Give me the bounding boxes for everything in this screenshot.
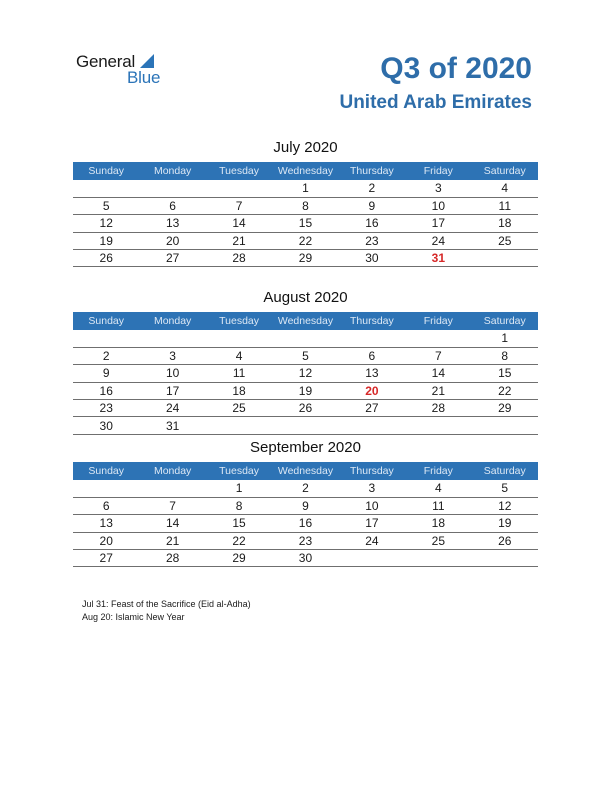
weekday-header: Sunday xyxy=(73,462,139,480)
weekday-header: Saturday xyxy=(472,462,538,480)
week-row xyxy=(73,532,538,549)
day-cell xyxy=(339,417,405,434)
weekday-header: Tuesday xyxy=(206,162,272,180)
day-cell: 9 xyxy=(339,197,405,214)
day-cell: 12 xyxy=(272,365,338,382)
day-cell: 14 xyxy=(206,215,272,232)
day-cell: 12 xyxy=(73,215,139,232)
day-cell: 22 xyxy=(272,232,338,249)
day-cell xyxy=(73,180,139,197)
day-cell: 14 xyxy=(405,365,471,382)
day-cell: 1 xyxy=(206,480,272,497)
day-cell xyxy=(272,417,338,434)
weekday-header: Friday xyxy=(405,312,471,330)
day-cell: 18 xyxy=(405,515,471,532)
day-cell xyxy=(73,330,139,347)
day-cell: 20 xyxy=(73,532,139,549)
day-cell: 5 xyxy=(73,197,139,214)
logo-blue-text: Blue xyxy=(127,68,161,87)
day-cell: 21 xyxy=(206,232,272,249)
day-cell: 23 xyxy=(73,400,139,417)
calendar-grid xyxy=(73,162,538,267)
day-cell: 9 xyxy=(73,365,139,382)
day-cell xyxy=(339,550,405,567)
day-cell: 13 xyxy=(339,365,405,382)
day-cell: 28 xyxy=(405,400,471,417)
holiday-notes xyxy=(82,598,251,623)
day-cell: 17 xyxy=(339,515,405,532)
day-cell: 30 xyxy=(73,417,139,434)
day-cell xyxy=(206,330,272,347)
month-title: September 2020 xyxy=(250,439,361,456)
day-cell: 26 xyxy=(272,400,338,417)
day-cell: 3 xyxy=(405,180,471,197)
day-cell: 11 xyxy=(405,497,471,514)
day-cell: 22 xyxy=(472,382,538,399)
day-cell: 17 xyxy=(405,215,471,232)
week-row xyxy=(73,480,538,497)
week-row xyxy=(73,550,538,567)
day-cell: 16 xyxy=(339,215,405,232)
weekday-header: Monday xyxy=(139,462,205,480)
day-cell: 8 xyxy=(272,197,338,214)
day-cell xyxy=(206,180,272,197)
weekday-header: Monday xyxy=(139,162,205,180)
day-cell: 16 xyxy=(73,382,139,399)
logo-triangle-icon xyxy=(140,54,154,68)
weekday-header: Thursday xyxy=(339,162,405,180)
day-cell: 8 xyxy=(472,347,538,364)
day-cell: 19 xyxy=(73,232,139,249)
day-cell: 24 xyxy=(339,532,405,549)
day-cell: 20 xyxy=(339,382,405,399)
day-cell: 27 xyxy=(339,400,405,417)
day-cell xyxy=(73,480,139,497)
day-cell: 3 xyxy=(139,347,205,364)
day-cell: 29 xyxy=(472,400,538,417)
day-cell: 25 xyxy=(206,400,272,417)
day-cell: 13 xyxy=(73,515,139,532)
day-cell xyxy=(405,417,471,434)
day-cell: 9 xyxy=(272,497,338,514)
day-cell: 24 xyxy=(405,232,471,249)
week-row xyxy=(73,215,538,232)
day-cell: 29 xyxy=(206,550,272,567)
weekday-header-row xyxy=(73,462,538,480)
weekday-header-row xyxy=(73,312,538,330)
day-cell: 10 xyxy=(405,197,471,214)
day-cell: 26 xyxy=(73,250,139,267)
week-row xyxy=(73,347,538,364)
week-row xyxy=(73,515,538,532)
day-cell xyxy=(405,550,471,567)
day-cell: 27 xyxy=(73,550,139,567)
day-cell: 30 xyxy=(339,250,405,267)
day-cell: 15 xyxy=(206,515,272,532)
day-cell xyxy=(206,417,272,434)
day-cell: 12 xyxy=(472,497,538,514)
weekday-header: Friday xyxy=(405,462,471,480)
day-cell: 4 xyxy=(206,347,272,364)
day-cell: 7 xyxy=(139,497,205,514)
week-row xyxy=(73,382,538,399)
day-cell: 6 xyxy=(73,497,139,514)
day-cell xyxy=(339,330,405,347)
day-cell: 18 xyxy=(206,382,272,399)
week-row xyxy=(73,180,538,197)
day-cell: 21 xyxy=(405,382,471,399)
week-row xyxy=(73,400,538,417)
day-cell: 20 xyxy=(139,232,205,249)
day-cell: 6 xyxy=(139,197,205,214)
weekday-header: Thursday xyxy=(339,462,405,480)
day-cell: 11 xyxy=(206,365,272,382)
weekday-header: Saturday xyxy=(472,162,538,180)
day-cell: 22 xyxy=(206,532,272,549)
day-cell xyxy=(272,330,338,347)
day-cell xyxy=(472,250,538,267)
day-cell xyxy=(139,180,205,197)
month-july xyxy=(73,137,538,267)
day-cell: 30 xyxy=(272,550,338,567)
holiday-note: Aug 20: Islamic New Year xyxy=(82,611,185,622)
day-cell xyxy=(472,550,538,567)
day-cell: 16 xyxy=(272,515,338,532)
day-cell: 1 xyxy=(472,330,538,347)
day-cell: 19 xyxy=(472,515,538,532)
day-cell: 7 xyxy=(206,197,272,214)
day-cell: 7 xyxy=(405,347,471,364)
day-cell: 17 xyxy=(139,382,205,399)
day-cell: 29 xyxy=(272,250,338,267)
day-cell xyxy=(405,330,471,347)
day-cell: 23 xyxy=(339,232,405,249)
day-cell: 21 xyxy=(139,532,205,549)
generalblue-logo xyxy=(76,52,176,88)
weekday-header: Sunday xyxy=(73,162,139,180)
day-cell: 15 xyxy=(472,365,538,382)
day-cell: 5 xyxy=(472,480,538,497)
week-row xyxy=(73,417,538,434)
week-row xyxy=(73,250,538,267)
week-row xyxy=(73,197,538,214)
day-cell: 25 xyxy=(405,532,471,549)
day-cell: 11 xyxy=(472,197,538,214)
week-row xyxy=(73,232,538,249)
week-row xyxy=(73,330,538,347)
day-cell: 25 xyxy=(472,232,538,249)
page-title: Q3 of 2020 xyxy=(380,52,532,85)
day-cell: 15 xyxy=(272,215,338,232)
day-cell: 18 xyxy=(472,215,538,232)
weekday-header: Saturday xyxy=(472,312,538,330)
day-cell xyxy=(472,417,538,434)
weekday-header: Friday xyxy=(405,162,471,180)
day-cell: 3 xyxy=(339,480,405,497)
day-cell: 31 xyxy=(405,250,471,267)
holiday-note: Jul 31: Feast of the Sacrifice (Eid al-Adha) xyxy=(82,599,251,609)
day-cell: 28 xyxy=(206,250,272,267)
day-cell: 24 xyxy=(139,400,205,417)
day-cell: 26 xyxy=(472,532,538,549)
day-cell: 8 xyxy=(206,497,272,514)
weekday-header: Wednesday xyxy=(272,162,338,180)
weekday-header: Thursday xyxy=(339,312,405,330)
day-cell: 23 xyxy=(272,532,338,549)
day-cell: 13 xyxy=(139,215,205,232)
day-cell: 2 xyxy=(272,480,338,497)
day-cell: 4 xyxy=(472,180,538,197)
month-title: August 2020 xyxy=(263,289,348,306)
weekday-header: Tuesday xyxy=(206,462,272,480)
day-cell: 2 xyxy=(339,180,405,197)
day-cell xyxy=(139,480,205,497)
logo-general-text: General xyxy=(76,52,136,71)
day-cell: 4 xyxy=(405,480,471,497)
day-cell: 6 xyxy=(339,347,405,364)
day-cell: 2 xyxy=(73,347,139,364)
day-cell: 31 xyxy=(139,417,205,434)
day-cell: 27 xyxy=(139,250,205,267)
month-september xyxy=(73,437,538,567)
weekday-header-row xyxy=(73,162,538,180)
day-cell: 14 xyxy=(139,515,205,532)
weekday-header: Wednesday xyxy=(272,462,338,480)
page-subtitle: United Arab Emirates xyxy=(339,92,532,113)
calendar-grid xyxy=(73,312,538,435)
calendar-grid xyxy=(73,462,538,567)
day-cell: 10 xyxy=(339,497,405,514)
weekday-header: Tuesday xyxy=(206,312,272,330)
week-row xyxy=(73,497,538,514)
week-row xyxy=(73,365,538,382)
month-august xyxy=(73,287,538,435)
day-cell: 10 xyxy=(139,365,205,382)
month-title: July 2020 xyxy=(273,139,338,156)
day-cell: 1 xyxy=(272,180,338,197)
day-cell: 28 xyxy=(139,550,205,567)
weekday-header: Wednesday xyxy=(272,312,338,330)
weekday-header: Monday xyxy=(139,312,205,330)
day-cell: 5 xyxy=(272,347,338,364)
day-cell: 19 xyxy=(272,382,338,399)
weekday-header: Sunday xyxy=(73,312,139,330)
day-cell xyxy=(139,330,205,347)
